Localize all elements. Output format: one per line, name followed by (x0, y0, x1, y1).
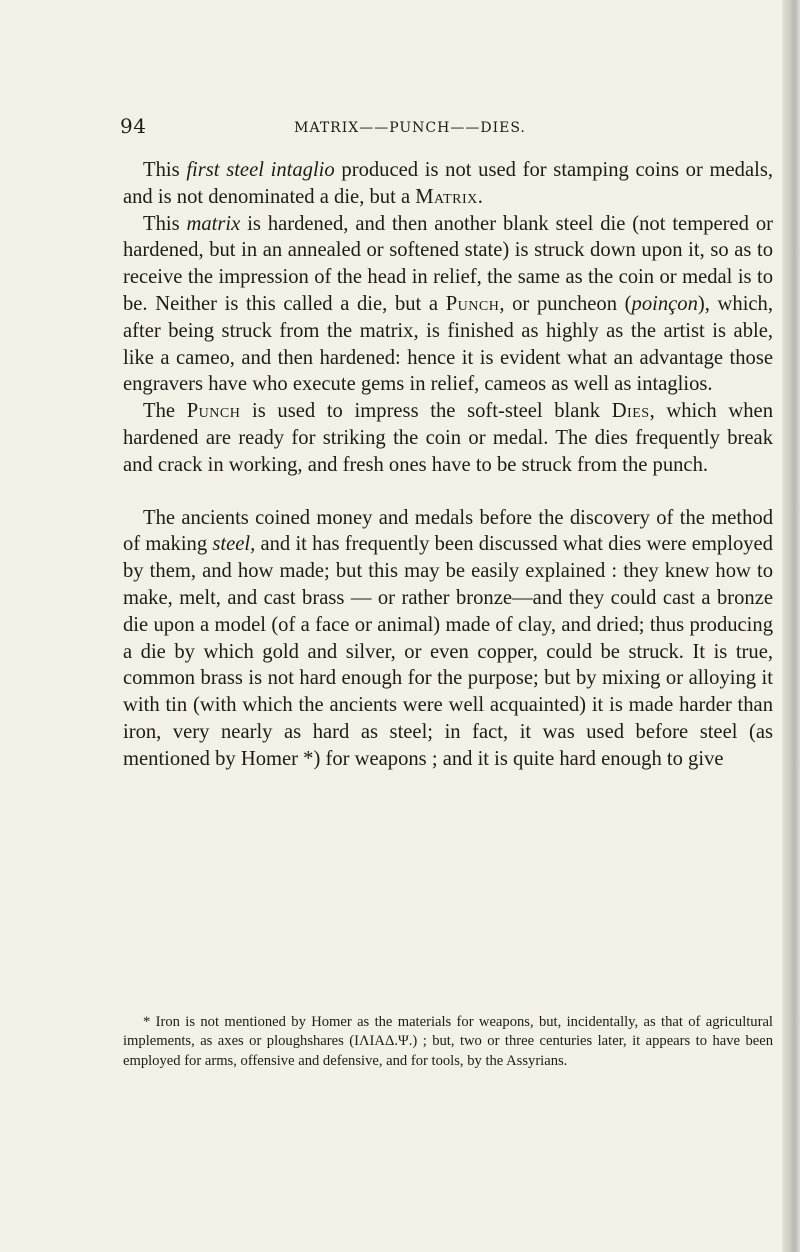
term-punch: Punch (186, 400, 241, 423)
emphasis: steel, (212, 533, 256, 556)
paragraph-matrix: This first steel intaglio produced is not used for stamping coins or medals, and is not denominated a die, but a Matrix. (123, 159, 774, 208)
emphasis: first steel intaglio (186, 159, 335, 181)
footnote-text: * Iron is not mentioned by Homer as the materials for weapons, but, incidentally, as that of agricultural implements, as axes or ploughshares (ΙΛΙΑΔ.Ψ.) ; but, two or three centuries later, it appears to have been employed for arms, offensive and defensive, and for tools, by the Assyrians. (123, 1014, 773, 1069)
body-text (123, 157, 773, 773)
paragraph-dies: The Punch is used to impress the soft-steel blank Dies, which when hardened are ready for striking the coin or medal. The dies frequently break and crack in working, and fresh ones have to be struck from the punch. (123, 400, 773, 476)
paragraph-punch: This matrix is hardened, and then another blank steel die (not tempered or hardened, but in an annealed or softened state) is struck down upon it, so as to receive the impression of the head in relief, the same as the coin or medal is to be. Neither is this called a die, but a Punch, or puncheon (poinçon), which, after being struck from the matrix, is finished as highly as the artist is able, like a cameo, and then hardened: hence it is evident what an advantage those engravers have who execute gems in relief, cameos as well as intaglios. (123, 212, 774, 396)
emphasis: matrix (186, 212, 241, 235)
term-matrix: Matrix (415, 185, 478, 208)
emphasis: poinçon (631, 292, 698, 315)
page-edge-shadow (782, 0, 800, 1252)
term-punch: Punch (445, 292, 500, 315)
term-dies: Dies (611, 400, 650, 423)
running-title: MATRIX——PUNCH——DIES. (294, 120, 526, 136)
page-number: 94 (120, 114, 147, 138)
paragraph-ancients: The ancients coined money and medals before the discovery of the method of making steel, and it has frequently been discussed what dies were employed by them, and how made; but this may be easily explained : they knew how to make, melt, and cast brass — or rather bronze—and they could cast a bronze die upon a model (of a face or animal) made of clay, and dried; thus producing a die by which gold and silver, or even copper, could be struck. It is true, common brass is not hard enough for the purpose; but by mixing or alloying it with tin (with which the ancients were well acquainted) it is made harder than iron, very nearly as hard as steel; in fact, it was used before steel (as mentioned by Homer *) for weapons ; and it is quite hard enough to give (123, 506, 773, 770)
footnote (123, 1013, 773, 1071)
